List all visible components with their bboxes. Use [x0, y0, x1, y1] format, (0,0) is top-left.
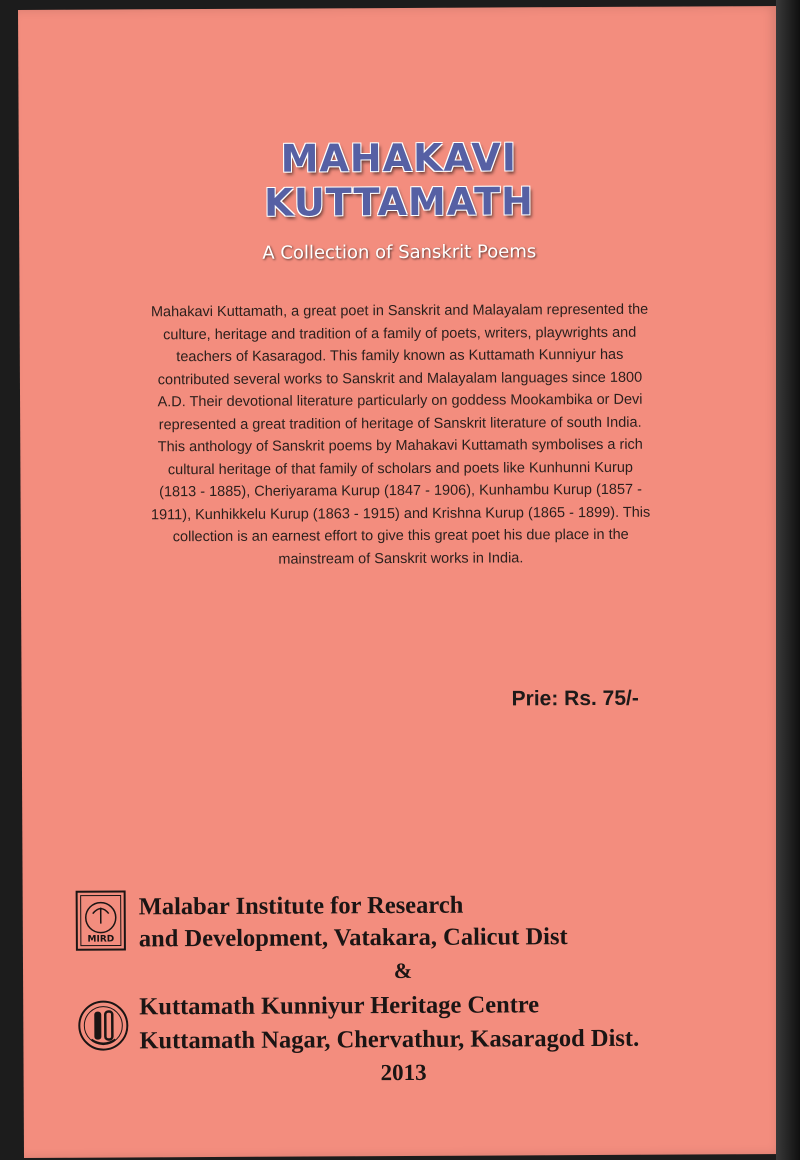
publisher-ampersand: & — [393, 957, 413, 984]
book-spine-shadow — [776, 0, 800, 1160]
publisher-line-3: Kuttamath Kunniyur Heritage Centre — [139, 991, 540, 1021]
book-back-cover — [18, 6, 784, 1158]
publisher-line-1: Malabar Institute for Research — [138, 891, 464, 921]
svg-text:MIRD: MIRD — [87, 934, 115, 945]
title-line-2: KUTTAMATH — [263, 179, 535, 225]
publication-year: 2013 — [380, 1059, 427, 1086]
publisher-line-4: Kuttamath Nagar, Chervathur, Kasaragod Dist. — [139, 1024, 640, 1055]
mird-logo-icon — [75, 889, 127, 951]
heritage-centre-logo-icon — [77, 993, 129, 1057]
price-label: Prie: Rs. 75/- — [511, 686, 639, 711]
title-line-1: MAHAKAVI — [280, 135, 518, 181]
publisher-line-2: and Development, Vatakara, Calicut Dist — [138, 923, 568, 953]
subtitle: A Collection of Sanskrit Poems — [262, 241, 537, 264]
blurb-text: Mahakavi Kuttamath, a great poet in Sanskrit and Malayalam represented the culture, heritage and tradition of a family of poets, writers, playwrights and teachers of Kasaragod. This family known as Kuttamath Kunniyur has contributed several works to Sanskrit and Malayalam languages since 1800 A.D. Their devotional literature particularly on goddess Mookambika or Devi represented a great tradition of heritage of Sanskrit literature of south India. This anthology of Sanskrit poems by Mahakavi Kuttamath symbolises a rich cultural heritage of that family of scholars and poets like Kunhunni Kurup (1813 - 1885), Cheriyarama Kurup (1847 - 1906), Kunhambu Kurup (1857 - 1911), Kunhikkelu Kurup (1863 - 1915) and Krishna Kurup (1865 - 1899). This collection is an earnest effort to give this great poet his due place in the mainstream of Sanskrit works in India. — [150, 301, 651, 568]
